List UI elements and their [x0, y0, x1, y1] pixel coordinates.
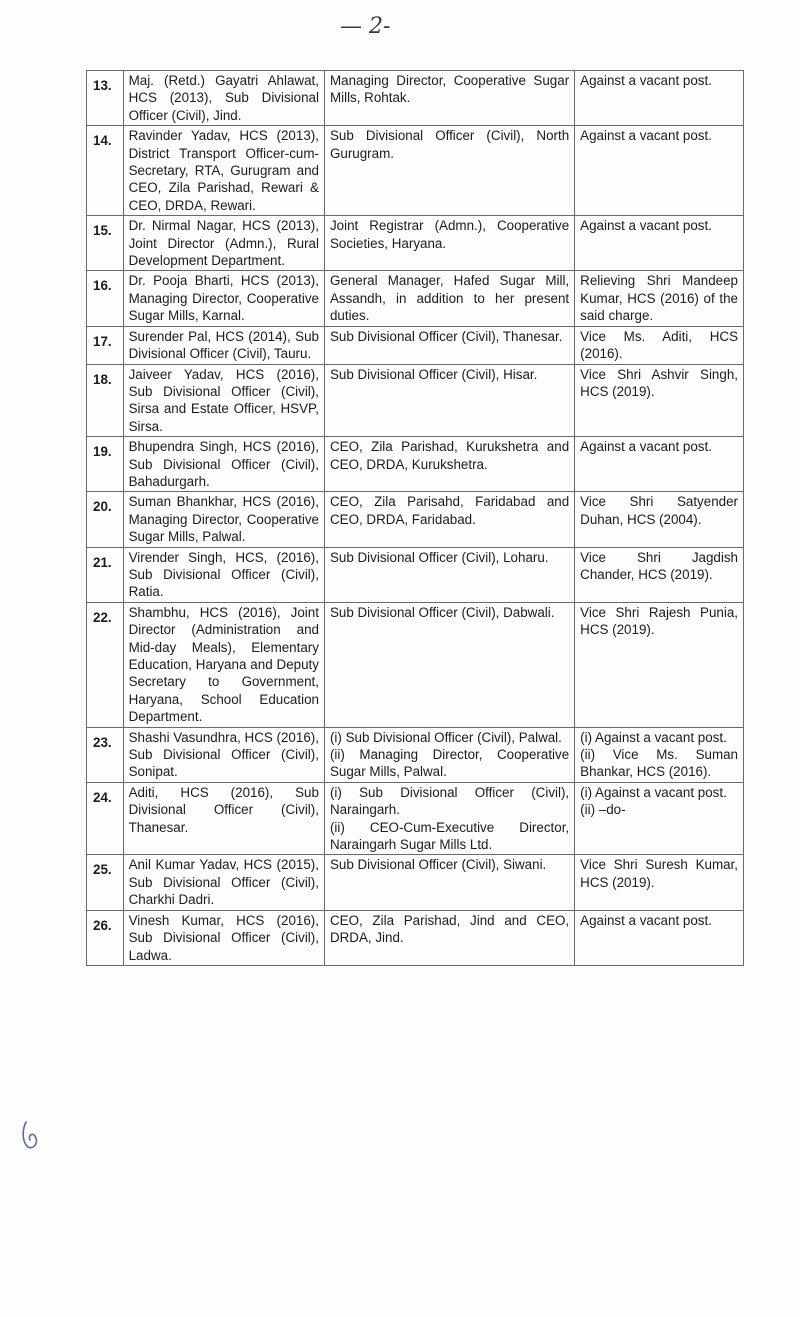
officer-details: Dr. Nirmal Nagar, HCS (2013), Joint Director (Admn.), Rural Development Department.	[123, 216, 324, 271]
remarks	[575, 126, 744, 216]
remarks	[575, 910, 744, 965]
remarks-line: Against a vacant post.	[580, 218, 712, 234]
officer-details: Dr. Pooja Bharti, HCS (2013), Managing Director, Cooperative Sugar Mills, Karnal.	[123, 271, 324, 326]
remarks	[575, 364, 744, 437]
officer-details: Virender Singh, HCS, (2016), Sub Divisional Officer (Civil), Ratia.	[123, 547, 324, 602]
postings-table-body	[87, 71, 744, 966]
officer-details: Aditi, HCS (2016), Sub Divisional Officer (Civil), Thanesar.	[123, 782, 324, 855]
serial-number: 26.	[87, 910, 124, 965]
table-row	[87, 547, 744, 602]
remarks-line: (ii) –do-	[580, 802, 626, 818]
new-posting	[324, 782, 574, 855]
remarks	[575, 437, 744, 492]
officer-details: Bhupendra Singh, HCS (2016), Sub Divisional Officer (Civil), Bahadurgarh.	[123, 437, 324, 492]
new-posting	[324, 271, 574, 326]
remarks-line: Against a vacant post.	[580, 912, 712, 928]
new-posting-line: Sub Divisional Officer (Civil), Dabwali.	[329, 604, 555, 620]
remarks	[575, 727, 744, 782]
serial-number: 17.	[87, 326, 124, 364]
new-posting-line: Sub Divisional Officer (Civil), Thanesar.	[329, 328, 563, 344]
remarks-line: (i) Against a vacant post.	[580, 784, 727, 800]
new-posting	[324, 910, 574, 965]
remarks-line: Vice Shri Suresh Kumar, HCS (2019).	[580, 857, 738, 890]
officer-details: Surender Pal, HCS (2014), Sub Divisional Officer (Civil), Tauru.	[123, 326, 324, 364]
table-row	[87, 437, 744, 492]
officer-details: Suman Bhankhar, HCS (2016), Managing Director, Cooperative Sugar Mills, Palwal.	[123, 492, 324, 547]
new-posting-line: CEO, Zila Parishad, Jind and CEO, DRDA, Jind.	[329, 912, 570, 946]
remarks-line: (i) Against a vacant post.	[580, 729, 727, 745]
serial-number: 18.	[87, 364, 124, 437]
officer-details: Shashi Vasundhra, HCS (2016), Sub Divisional Officer (Civil), Sonipat.	[123, 727, 324, 782]
remarks	[575, 71, 744, 126]
serial-number: 25.	[87, 855, 124, 910]
new-posting	[324, 364, 574, 437]
remarks	[575, 326, 744, 364]
table-row	[87, 602, 744, 727]
serial-number: 20.	[87, 492, 124, 547]
table-row	[87, 910, 744, 965]
table-row	[87, 855, 744, 910]
serial-number: 21.	[87, 547, 124, 602]
table-row	[87, 271, 744, 326]
remarks-line: Vice Shri Jagdish Chander, HCS (2019).	[580, 549, 738, 582]
new-posting	[324, 727, 574, 782]
officer-details: Anil Kumar Yadav, HCS (2015), Sub Divisional Officer (Civil), Charkhi Dadri.	[123, 855, 324, 910]
serial-number: 23.	[87, 727, 124, 782]
new-posting	[324, 437, 574, 492]
officer-details: Ravinder Yadav, HCS (2013), District Transport Officer-cum-Secretary, RTA, Gurugram and CEO, Zila Parishad, Rewari & CEO, DRDA, Rewari.	[123, 126, 324, 216]
new-posting-line: Sub Divisional Officer (Civil), Loharu.	[329, 549, 549, 565]
table-row	[87, 782, 744, 855]
remarks-line: Against a vacant post.	[580, 439, 712, 455]
remarks	[575, 216, 744, 271]
remarks	[575, 782, 744, 855]
new-posting	[324, 216, 574, 271]
remarks-line: Against a vacant post.	[580, 128, 712, 144]
table-row	[87, 216, 744, 271]
remarks-line: Relieving Shri Mandeep Kumar, HCS (2016) of the said charge.	[580, 273, 738, 324]
new-posting-line: CEO, Zila Parishad, Kurukshetra and CEO, DRDA, Kurukshetra.	[329, 439, 570, 472]
serial-number: 22.	[87, 602, 124, 727]
serial-number: 15.	[87, 216, 124, 271]
postings-table	[86, 70, 744, 966]
new-posting	[324, 547, 574, 602]
new-posting-line: Joint Registrar (Admn.), Cooperative Societies, Haryana.	[329, 218, 570, 251]
new-posting-line: General Manager, Hafed Sugar Mill, Assandh, in addition to her present duties.	[329, 273, 570, 324]
remarks-line: Vice Shri Ashvir Singh, HCS (2019).	[580, 366, 738, 399]
new-posting	[324, 126, 574, 216]
serial-number: 19.	[87, 437, 124, 492]
new-posting-line: Sub Divisional Officer (Civil), North Gurugram.	[329, 128, 570, 161]
officer-details: Vinesh Kumar, HCS (2016), Sub Divisional Officer (Civil), Ladwa.	[123, 910, 324, 965]
new-posting	[324, 71, 574, 126]
serial-number: 16.	[87, 271, 124, 326]
new-posting-line: Sub Divisional Officer (Civil), Siwani.	[329, 857, 547, 873]
officer-details: Jaiveer Yadav, HCS (2016), Sub Divisional Officer (Civil), Sirsa and Estate Officer, HSVP, Sirsa.	[123, 364, 324, 437]
new-posting	[324, 326, 574, 364]
new-posting-line: (i) Sub Divisional Officer (Civil), Palwal.	[329, 729, 562, 745]
officer-details: Maj. (Retd.) Gayatri Ahlawat, HCS (2013), Sub Divisional Officer (Civil), Jind.	[123, 71, 324, 126]
handwritten-margin-mark	[20, 1120, 42, 1150]
table-row	[87, 126, 744, 216]
new-posting	[324, 492, 574, 547]
remarks	[575, 271, 744, 326]
new-posting	[324, 855, 574, 910]
remarks-line: Against a vacant post.	[580, 73, 712, 88]
new-posting-line: (i) Sub Divisional Officer (Civil), Naraingarh.	[329, 784, 570, 818]
remarks-line: Vice Shri Satyender Duhan, HCS (2004).	[580, 494, 738, 527]
new-posting-line: (ii) CEO-Cum-Executive Director, Naraingarh Sugar Mills Ltd.	[329, 819, 570, 853]
table-row	[87, 71, 744, 126]
new-posting-line: CEO, Zila Parisahd, Faridabad and CEO, DRDA, Faridabad.	[329, 494, 570, 527]
new-posting-line: (ii) Managing Director, Cooperative Sugar Mills, Palwal.	[329, 747, 570, 780]
table-row	[87, 326, 744, 364]
remarks	[575, 855, 744, 910]
remarks	[575, 602, 744, 727]
remarks-line: (ii) Vice Ms. Suman Bhankar, HCS (2016).	[580, 747, 738, 780]
serial-number: 24.	[87, 782, 124, 855]
officer-details: Shambhu, HCS (2016), Joint Director (Administration and Mid-day Meals), Elementary Education, Haryana and Deputy Secretary to Government, Haryana, School Education Department.	[123, 602, 324, 727]
table-row	[87, 727, 744, 782]
remarks-line: Vice Shri Rajesh Punia, HCS (2019).	[580, 604, 738, 638]
page-number: — 2-	[340, 14, 391, 39]
remarks-line: Vice Ms. Aditi, HCS (2016).	[580, 328, 738, 362]
remarks	[575, 547, 744, 602]
table-row	[87, 364, 744, 437]
serial-number: 13.	[87, 71, 124, 126]
remarks	[575, 492, 744, 547]
table-row	[87, 492, 744, 547]
new-posting	[324, 602, 574, 727]
serial-number: 14.	[87, 126, 124, 216]
new-posting-line: Managing Director, Cooperative Sugar Mills, Rohtak.	[329, 73, 570, 106]
new-posting-line: Sub Divisional Officer (Civil), Hisar.	[329, 366, 538, 382]
